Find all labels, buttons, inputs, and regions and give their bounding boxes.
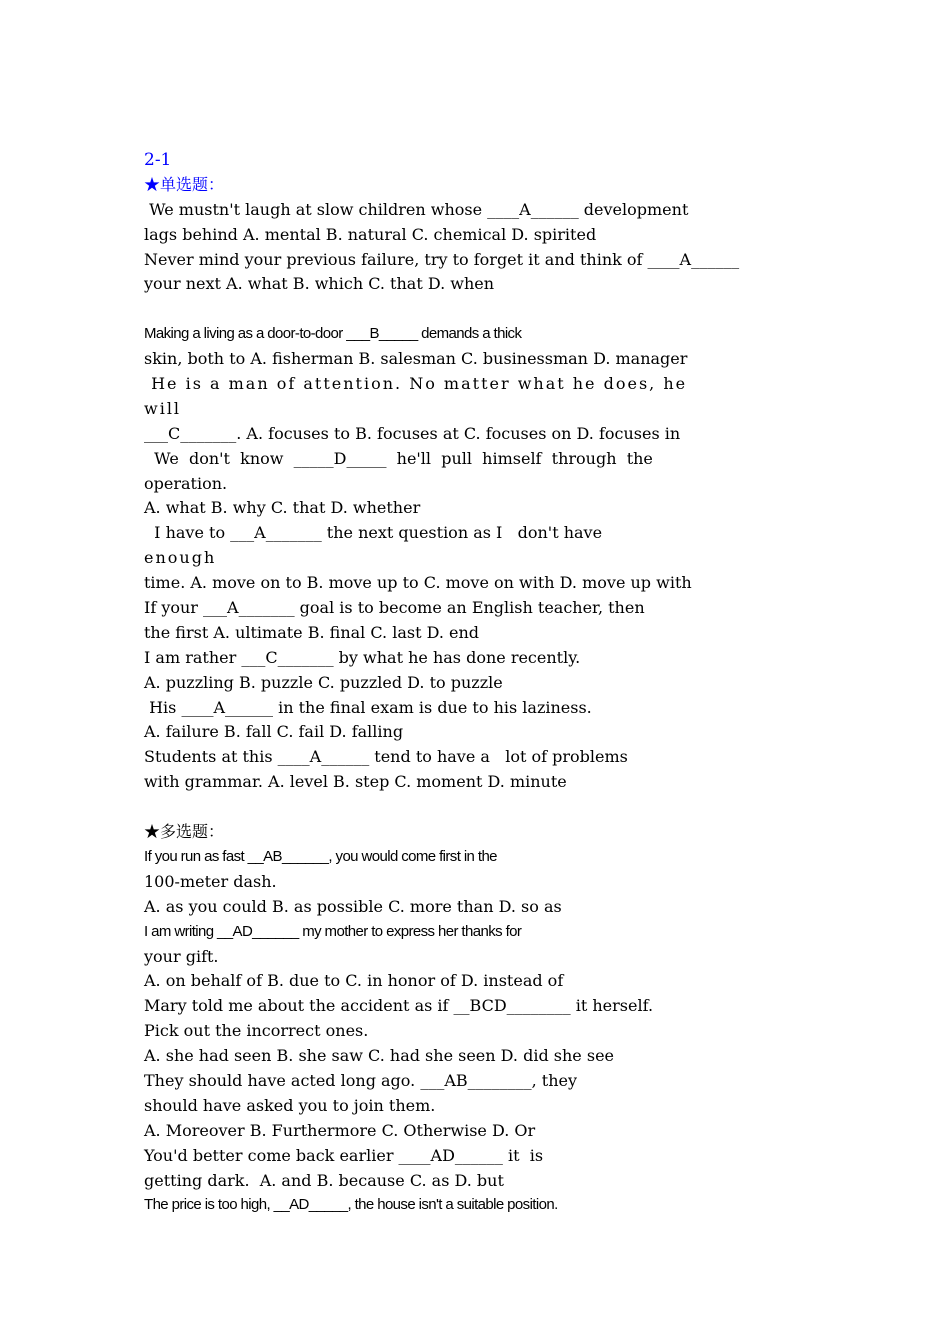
question-line: will: [144, 398, 182, 418]
question-line: I am rather ___C_______ by what he has done recently.: [144, 647, 581, 667]
question-line: time. A. move on to B. move up to C. move on with D. move up with: [144, 573, 692, 593]
question-line: your next A. what B. which C. that D. when: [144, 274, 495, 294]
multi-choice-title: ★多选题：: [144, 822, 225, 842]
question-line: They should have acted long ago. ___AB________, they: [144, 1070, 578, 1090]
question-line: operation.: [144, 473, 228, 493]
question-line: Never mind your previous failure, try to forget it and think of ____A______: [144, 249, 740, 269]
question-line: You'd better come back earlier ____AD______ it is: [144, 1145, 544, 1165]
question-line: ___C_______. A. focuses to B. focuses at C. focuses on D. focuses in: [144, 423, 681, 443]
question-line: A. Moreover B. Furthermore C. Otherwise D. Or: [144, 1120, 536, 1140]
question-line: Making a living as a door-to-door ___B_____ demands a thick: [144, 325, 522, 343]
single-choice-title: ★单选题：: [144, 174, 225, 194]
question-line: should have asked you to join them.: [144, 1095, 436, 1115]
question-line: Students at this ____A______ tend to have a lot of problems: [144, 747, 628, 767]
question-line: A. failure B. fall C. fail D. falling: [144, 722, 404, 742]
question-line: skin, both to A. fisherman B. salesman C. businessman D. manager: [144, 349, 688, 369]
question-line: A. as you could B. as possible C. more than D. so as: [144, 896, 562, 916]
document-page: [144, 148, 824, 1218]
question-line: He is a man of attention. No matter what he does, he: [144, 374, 688, 394]
question-line: A. puzzling B. puzzle C. puzzled D. to puzzle: [144, 672, 503, 692]
question-line: If your ___A_______ goal is to become an English teacher, then: [144, 598, 645, 618]
question-line: A. on behalf of B. due to C. in honor of D. instead of: [144, 971, 564, 991]
question-line: A. what B. why C. that D. whether: [144, 498, 421, 518]
question-line: We don't know _____D_____ he'll pull himself through the: [144, 448, 653, 468]
question-line: Pick out the incorrect ones.: [144, 1021, 369, 1041]
question-line: The price is too high, __AD_____, the house isn't a suitable position.: [144, 1196, 558, 1214]
question-line: Mary told me about the accident as if __BCD________ it herself.: [144, 996, 654, 1016]
question-line: I am writing __AD______ my mother to express her thanks for: [144, 922, 522, 940]
question-line: [144, 297, 824, 322]
chapter-heading: 2-1: [144, 150, 172, 170]
question-line: with grammar. A. level B. step C. moment D. minute: [144, 772, 567, 792]
question-line: I have to ___A_______ the next question as I don't have: [144, 523, 603, 543]
question-line: the first A. ultimate B. final C. last D. end: [144, 622, 480, 642]
question-line: 100-meter dash.: [144, 871, 277, 891]
spacer: [144, 795, 824, 820]
question-line: His ____A______ in the final exam is due to his laziness.: [144, 697, 592, 717]
question-line: enough: [144, 548, 217, 568]
question-line: getting dark. A. and B. because C. as D. but: [144, 1170, 504, 1190]
question-line: If you run as fast __AB______, you would come first in the: [144, 847, 497, 865]
question-line: We mustn't laugh at slow children whose ____A______ development: [144, 199, 689, 219]
question-line: A. she had seen B. she saw C. had she seen D. did she see: [144, 1046, 614, 1066]
question-line: your gift.: [144, 946, 219, 966]
question-line: lags behind A. mental B. natural C. chemical D. spirited: [144, 224, 597, 244]
